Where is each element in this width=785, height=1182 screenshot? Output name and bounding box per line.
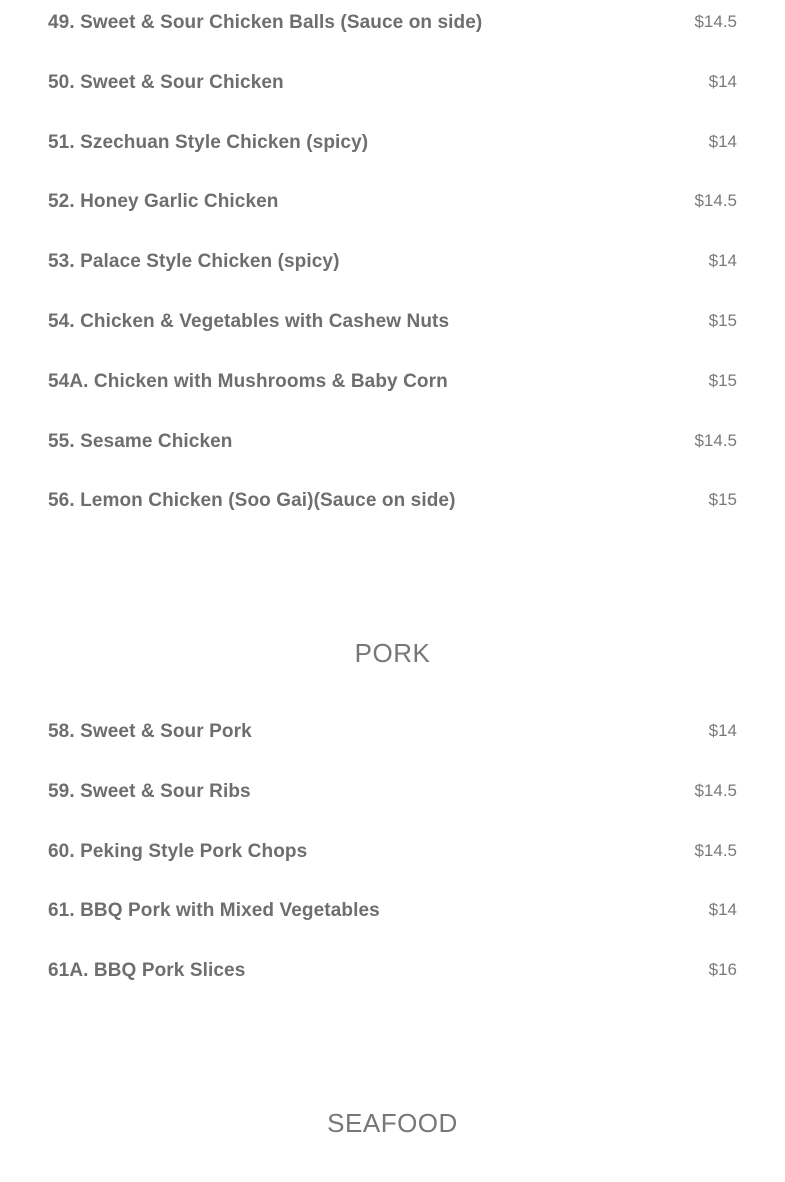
- menu-item-price: $14: [708, 721, 737, 740]
- menu-item-name: 54A. Chicken with Mushrooms & Baby Corn: [48, 370, 448, 392]
- menu-item: [48, 179, 737, 239]
- menu-item-price: $14.5: [694, 840, 737, 860]
- menu-item: [48, 829, 737, 889]
- menu-item-price: $14: [708, 71, 737, 91]
- menu-item-price: $15: [708, 310, 737, 330]
- chicken-menu-list: [0, 0, 785, 538]
- menu-item-name: 51. Szechuan Style Chicken (spicy): [48, 131, 369, 153]
- pork-menu-list: [0, 709, 785, 1008]
- menu-item-name: 56. Lemon Chicken (Soo Gai)(Sauce on side): [48, 490, 456, 512]
- menu-item-price: $14.5: [694, 430, 737, 450]
- menu-item-name: 61A. BBQ Pork Slices: [48, 960, 246, 982]
- menu-item-price: $14: [708, 900, 737, 920]
- menu-item-price: $14.5: [694, 12, 737, 31]
- menu-item-name: 60. Peking Style Pork Chops: [48, 840, 308, 862]
- menu-item-name: 59. Sweet & Sour Ribs: [48, 780, 251, 802]
- menu-item-price: $15: [708, 490, 737, 510]
- menu-item: [48, 60, 737, 120]
- menu-item-name: 52. Honey Garlic Chicken: [48, 191, 279, 213]
- menu-item-name: 58. Sweet & Sour Pork: [48, 721, 252, 742]
- menu-item: [48, 120, 737, 180]
- menu-item-name: 61. BBQ Pork with Mixed Vegetables: [48, 900, 380, 922]
- section-title-seafood: SEAFOOD: [327, 1108, 458, 1138]
- menu-item: [48, 948, 737, 1008]
- menu-item: [48, 359, 737, 419]
- menu-item-name: 50. Sweet & Sour Chicken: [48, 71, 284, 93]
- menu-item-name: 49. Sweet & Sour Chicken Balls (Sauce on side): [48, 12, 483, 33]
- menu-item-name: 53. Palace Style Chicken (spicy): [48, 251, 340, 273]
- menu-item: [48, 299, 737, 359]
- menu-item: [48, 478, 737, 538]
- menu-item-price: $16: [708, 960, 737, 980]
- menu-item: [48, 0, 737, 60]
- menu-item-name: 54. Chicken & Vegetables with Cashew Nuts: [48, 310, 450, 332]
- menu-item-price: $14: [708, 251, 737, 271]
- menu-item: [48, 709, 737, 769]
- menu-item: [48, 769, 737, 829]
- menu-item-price: $14.5: [694, 191, 737, 211]
- menu-item-price: $14.5: [694, 780, 737, 800]
- menu-item-price: $15: [708, 370, 737, 390]
- section-title-pork: PORK: [354, 638, 431, 668]
- menu-item: [48, 419, 737, 479]
- menu-item-name: 55. Sesame Chicken: [48, 430, 233, 452]
- menu-item: [48, 888, 737, 948]
- menu-item: [48, 239, 737, 299]
- menu-item-price: $14: [708, 131, 737, 151]
